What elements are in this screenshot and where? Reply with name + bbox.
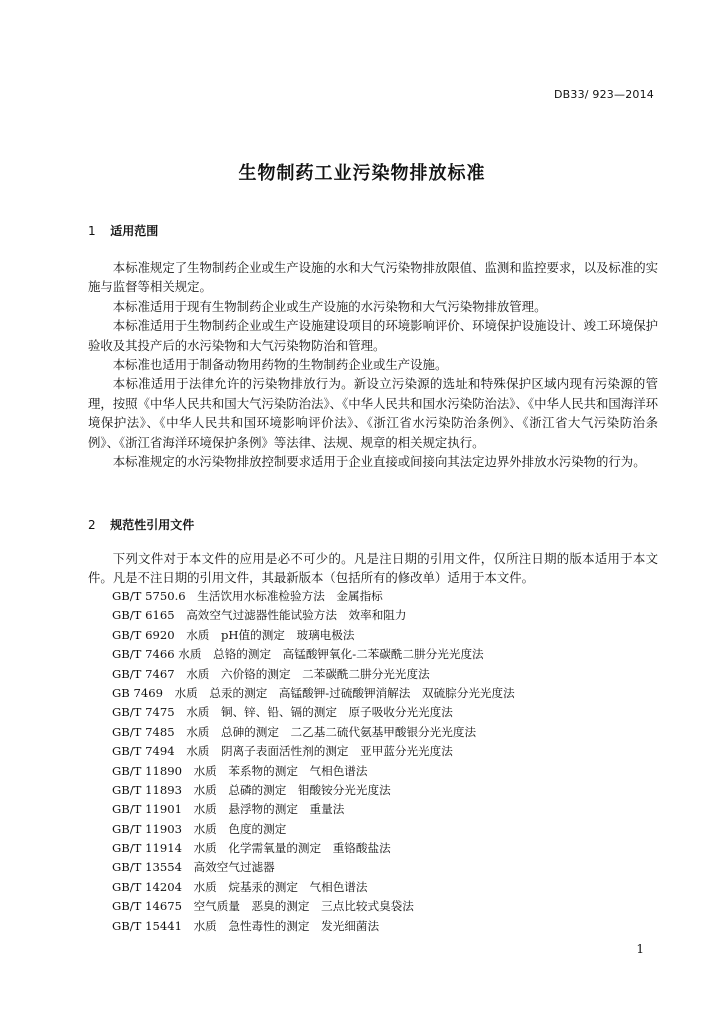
section-1-body bbox=[88, 258, 658, 471]
reference-item: GB/T 7485 水质 总砷的测定 二乙基二硫代氨基甲酸银分光光度法 bbox=[112, 724, 477, 739]
section-2-number: 2 bbox=[88, 518, 96, 532]
reference-item: GB 7469 水质 总汞的测定 高锰酸钾-过硫酸钾消解法 双硫腙分光光度法 bbox=[112, 685, 515, 700]
reference-item: GB/T 11901 水质 悬浮物的测定 重量法 bbox=[112, 802, 345, 817]
section-2-intro bbox=[88, 549, 658, 588]
section-1-title: 适用范围 bbox=[110, 224, 159, 238]
reference-item: GB/T 6165 高效空气过滤器性能试验方法 效率和阻力 bbox=[112, 608, 407, 623]
section-2-heading bbox=[88, 516, 194, 533]
paragraph: 本标准也适用于制备动物用药物的生物制药企业或生产设施。 bbox=[112, 357, 448, 373]
reference-list bbox=[112, 587, 515, 936]
paragraph: 本标准规定的水污染物排放控制要求适用于企业直接或间接向其法定边界外排放水污染物的行为。 bbox=[112, 454, 646, 470]
reference-item: GB/T 14675 空气质量 恶臭的测定 三点比较式臭袋法 bbox=[112, 899, 414, 914]
reference-item: GB/T 11893 水质 总磷的测定 钼酸铵分光光度法 bbox=[112, 782, 391, 797]
reference-item: GB/T 11903 水质 色度的测定 bbox=[112, 821, 287, 836]
reference-item: GB/T 6920 水质 pH值的测定 玻璃电极法 bbox=[112, 627, 355, 642]
section-1-heading bbox=[88, 222, 158, 239]
reference-item: GB/T 7475 水质 铜、锌、铅、镉的测定 原子吸收分光光度法 bbox=[112, 705, 453, 720]
reference-item: GB/T 7494 水质 阴离子表面活性剂的测定 亚甲蓝分光光度法 bbox=[112, 744, 453, 759]
reference-item: GB/T 11914 水质 化学需氧量的测定 重铬酸盐法 bbox=[112, 841, 391, 856]
standard-code: DB33/ 923—2014 bbox=[553, 88, 654, 101]
reference-item: GB/T 14204 水质 烷基汞的测定 气相色谱法 bbox=[112, 879, 368, 894]
paragraph: 本标准适用于现有生物制药企业或生产设施的水污染物和大气污染物排放管理。 bbox=[112, 298, 547, 314]
section-1-number: 1 bbox=[88, 224, 96, 238]
reference-item: GB/T 11890 水质 苯系物的测定 气相色谱法 bbox=[112, 763, 368, 778]
section-2-title: 规范性引用文件 bbox=[110, 518, 195, 532]
page-number: 1 bbox=[636, 942, 644, 956]
paragraph: 本标准适用于生物制药企业或生产设施建设项目的环境影响评价、环境保护设施设计、竣工环境保护验收及其投产后的水污染物和大气污染物防治和管理。 bbox=[88, 318, 658, 353]
paragraph: 下列文件对于本文件的应用是必不可少的。凡是注日期的引用文件，仅所注日期的版本适用于本文件。凡是不注日期的引用文件，其最新版本（包括所有的修改单）适用于本文件。 bbox=[88, 551, 658, 586]
reference-item: GB/T 5750.6 生活饮用水标准检验方法 金属指标 bbox=[112, 589, 383, 603]
reference-item: GB/T 7467 水质 六价铬的测定 二苯碳酰二肼分光光度法 bbox=[112, 666, 430, 681]
reference-item: GB/T 13554 高效空气过滤器 bbox=[112, 860, 275, 875]
reference-item: GB/T 15441 水质 急性毒性的测定 发光细菌法 bbox=[112, 918, 380, 933]
paragraph: 本标准规定了生物制药企业或生产设施的水和大气污染物排放限值、监测和监控要求，以及标准的实施与监督等相关规定。 bbox=[88, 260, 658, 295]
paragraph: 本标准适用于法律允许的污染物排放行为。新设立污染源的选址和特殊保护区域内现有污染源的管理，按照《中华人民共和国大气污染防治法》、《中华人民共和国水污染防治法》、《中华人民共和国海洋环境保护法》、《中华人民共和国环境影响评价法》、《浙江省水污染防治条例》、《浙江省大气污染防治条例》、《浙江省海洋环境保护条例》等法律、法规、规章的相关规定执行。 bbox=[88, 376, 658, 450]
reference-item: GB/T 7466 水质 总铬的测定 高锰酸钾氧化-二苯碳酰二肼分光光度法 bbox=[112, 647, 484, 662]
document-title: 生物制药工业污染物排放标准 bbox=[238, 163, 486, 184]
